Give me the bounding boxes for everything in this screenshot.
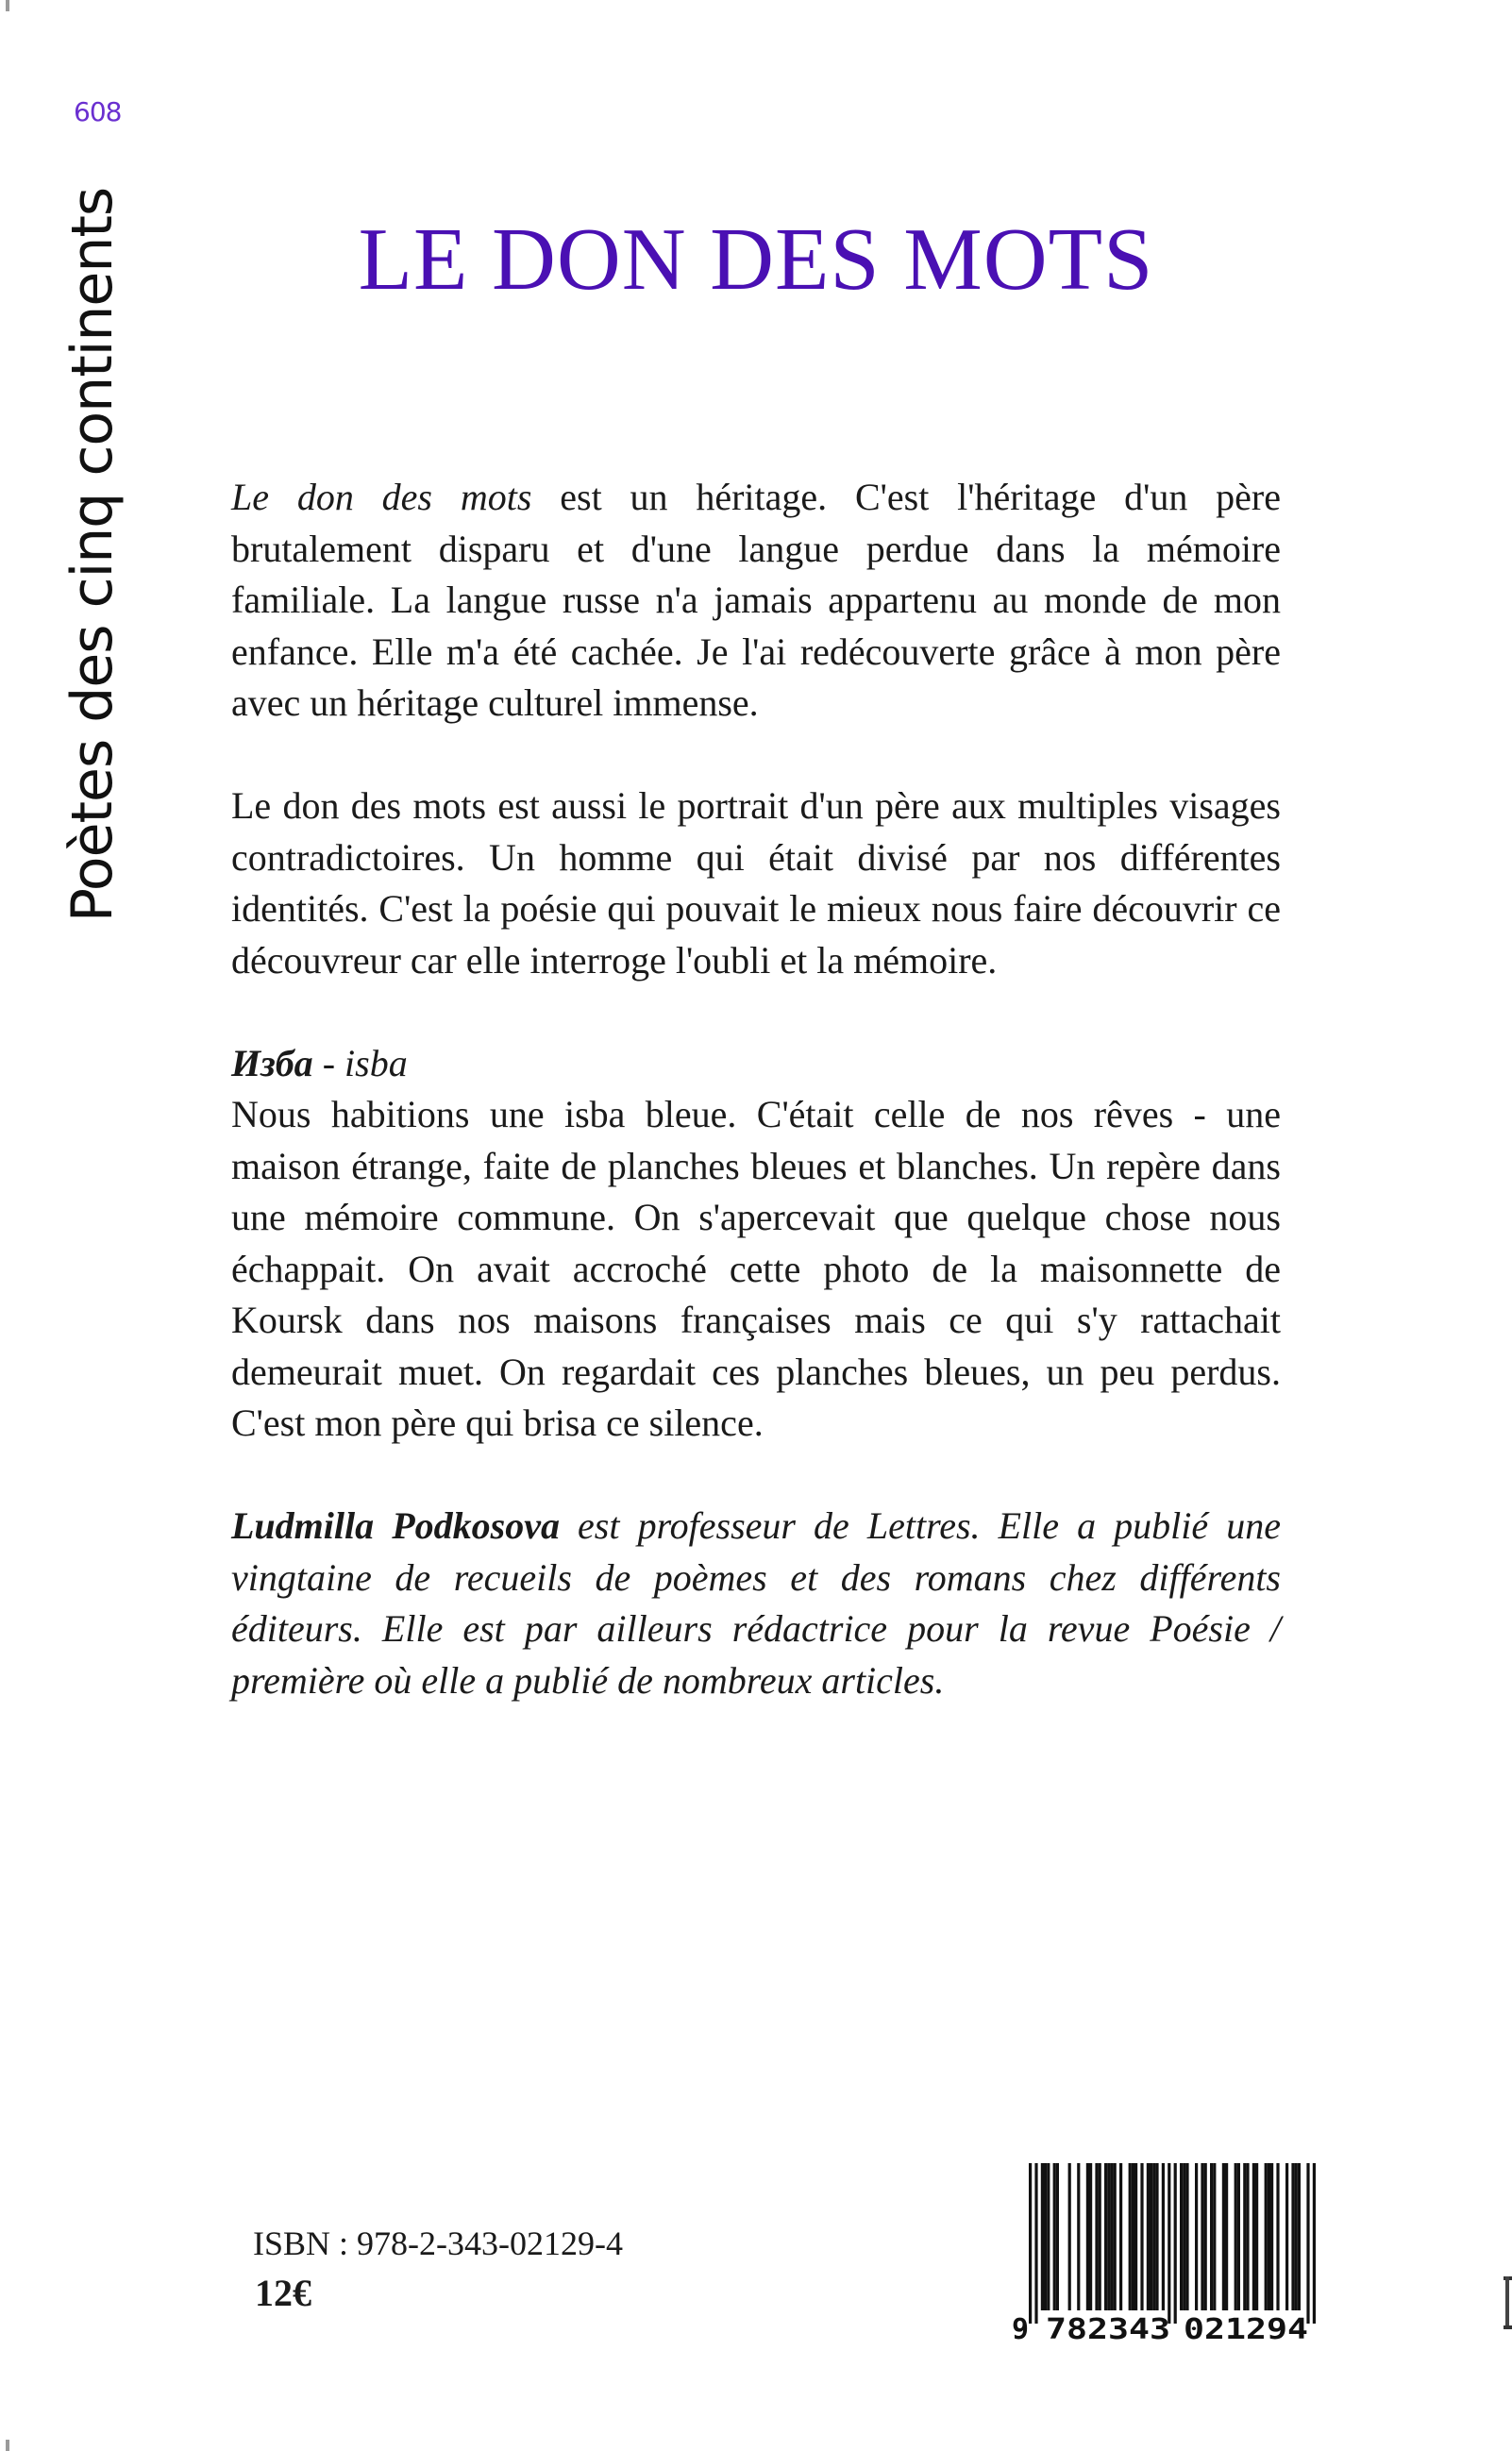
poem-heading [231,1038,1281,1090]
spine-glyph-fragment [1503,2275,1512,2331]
series-number: 608 [74,96,122,127]
svg-text:021294: 021294 [1184,2313,1308,2341]
intro-text: est un héritage. C'est l'héritage d'un père brutalement disparu et d'une langue perdue dans la mémoire familiale. La langue russe n'a jamais appartenu au monde de mon enfance. Elle m'a été cachée. Je l'ai redécouverte grâce à mon père avec un héritage culturel immense. [231,476,1281,724]
book-title [0,210,1512,309]
back-cover-blurb [231,472,1281,1758]
series-name-vertical: Poètes des cinq continents [59,187,126,923]
intro-italic-lead: Le don des mots [231,476,532,518]
author-name: Ludmilla Podkosova [231,1504,560,1547]
author-bio-text: est professeur de Lettres. Elle a publié une vingtaine de recueils de poèmes et des romans chez différents éditeurs. Elle est par ailleurs rédactrice pour la revue Poésie / première où elle a publié de nombreux articles. [231,1504,1281,1702]
crop-mark-top [6,0,9,11]
book-title-text: LE DON DES MOTS [358,210,1154,309]
svg-text:782343: 782343 [1046,2313,1170,2341]
isbn: ISBN : 978-2-343-02129-4 [253,2224,623,2262]
poem-excerpt: Nous habitions une isba bleue. C'était celle de nos rêves - une maison étrange, faite de planches bleues et blanches. Un repère dans une mémoire commune. On s'apercevait que quelque chose nous échappait. On avait accroché cette photo de la maisonnette de Koursk dans nos maisons françaises mais ce qui s'y rattachait demeurait muet. On regardait ces planches bleues, un peu perdus. C'est mon père qui brisa ce silence. [231,1093,1281,1444]
barcode-graphic [1008,2161,1329,2341]
svg-text:9: 9 [1012,2313,1030,2341]
poem-heading-french: isba [344,1041,408,1084]
price: 12€ [255,2272,311,2314]
poem-heading-russian: Изба [231,1041,313,1084]
ean-barcode [1008,2161,1329,2341]
poem-heading-separator: - [312,1041,345,1084]
author-bio [231,1501,1281,1706]
paragraph-portrait: Le don des mots est aussi le portrait d'un père aux multiples visages contradictoires. Un homme qui était divisé par nos différentes identités. C'est la poésie qui pouvait le mieux nous faire découvrir ce découvreur car elle interroge l'oubli et la mémoire. [231,784,1281,982]
paragraph-intro [231,472,1281,730]
crop-mark-bottom [6,2440,9,2451]
